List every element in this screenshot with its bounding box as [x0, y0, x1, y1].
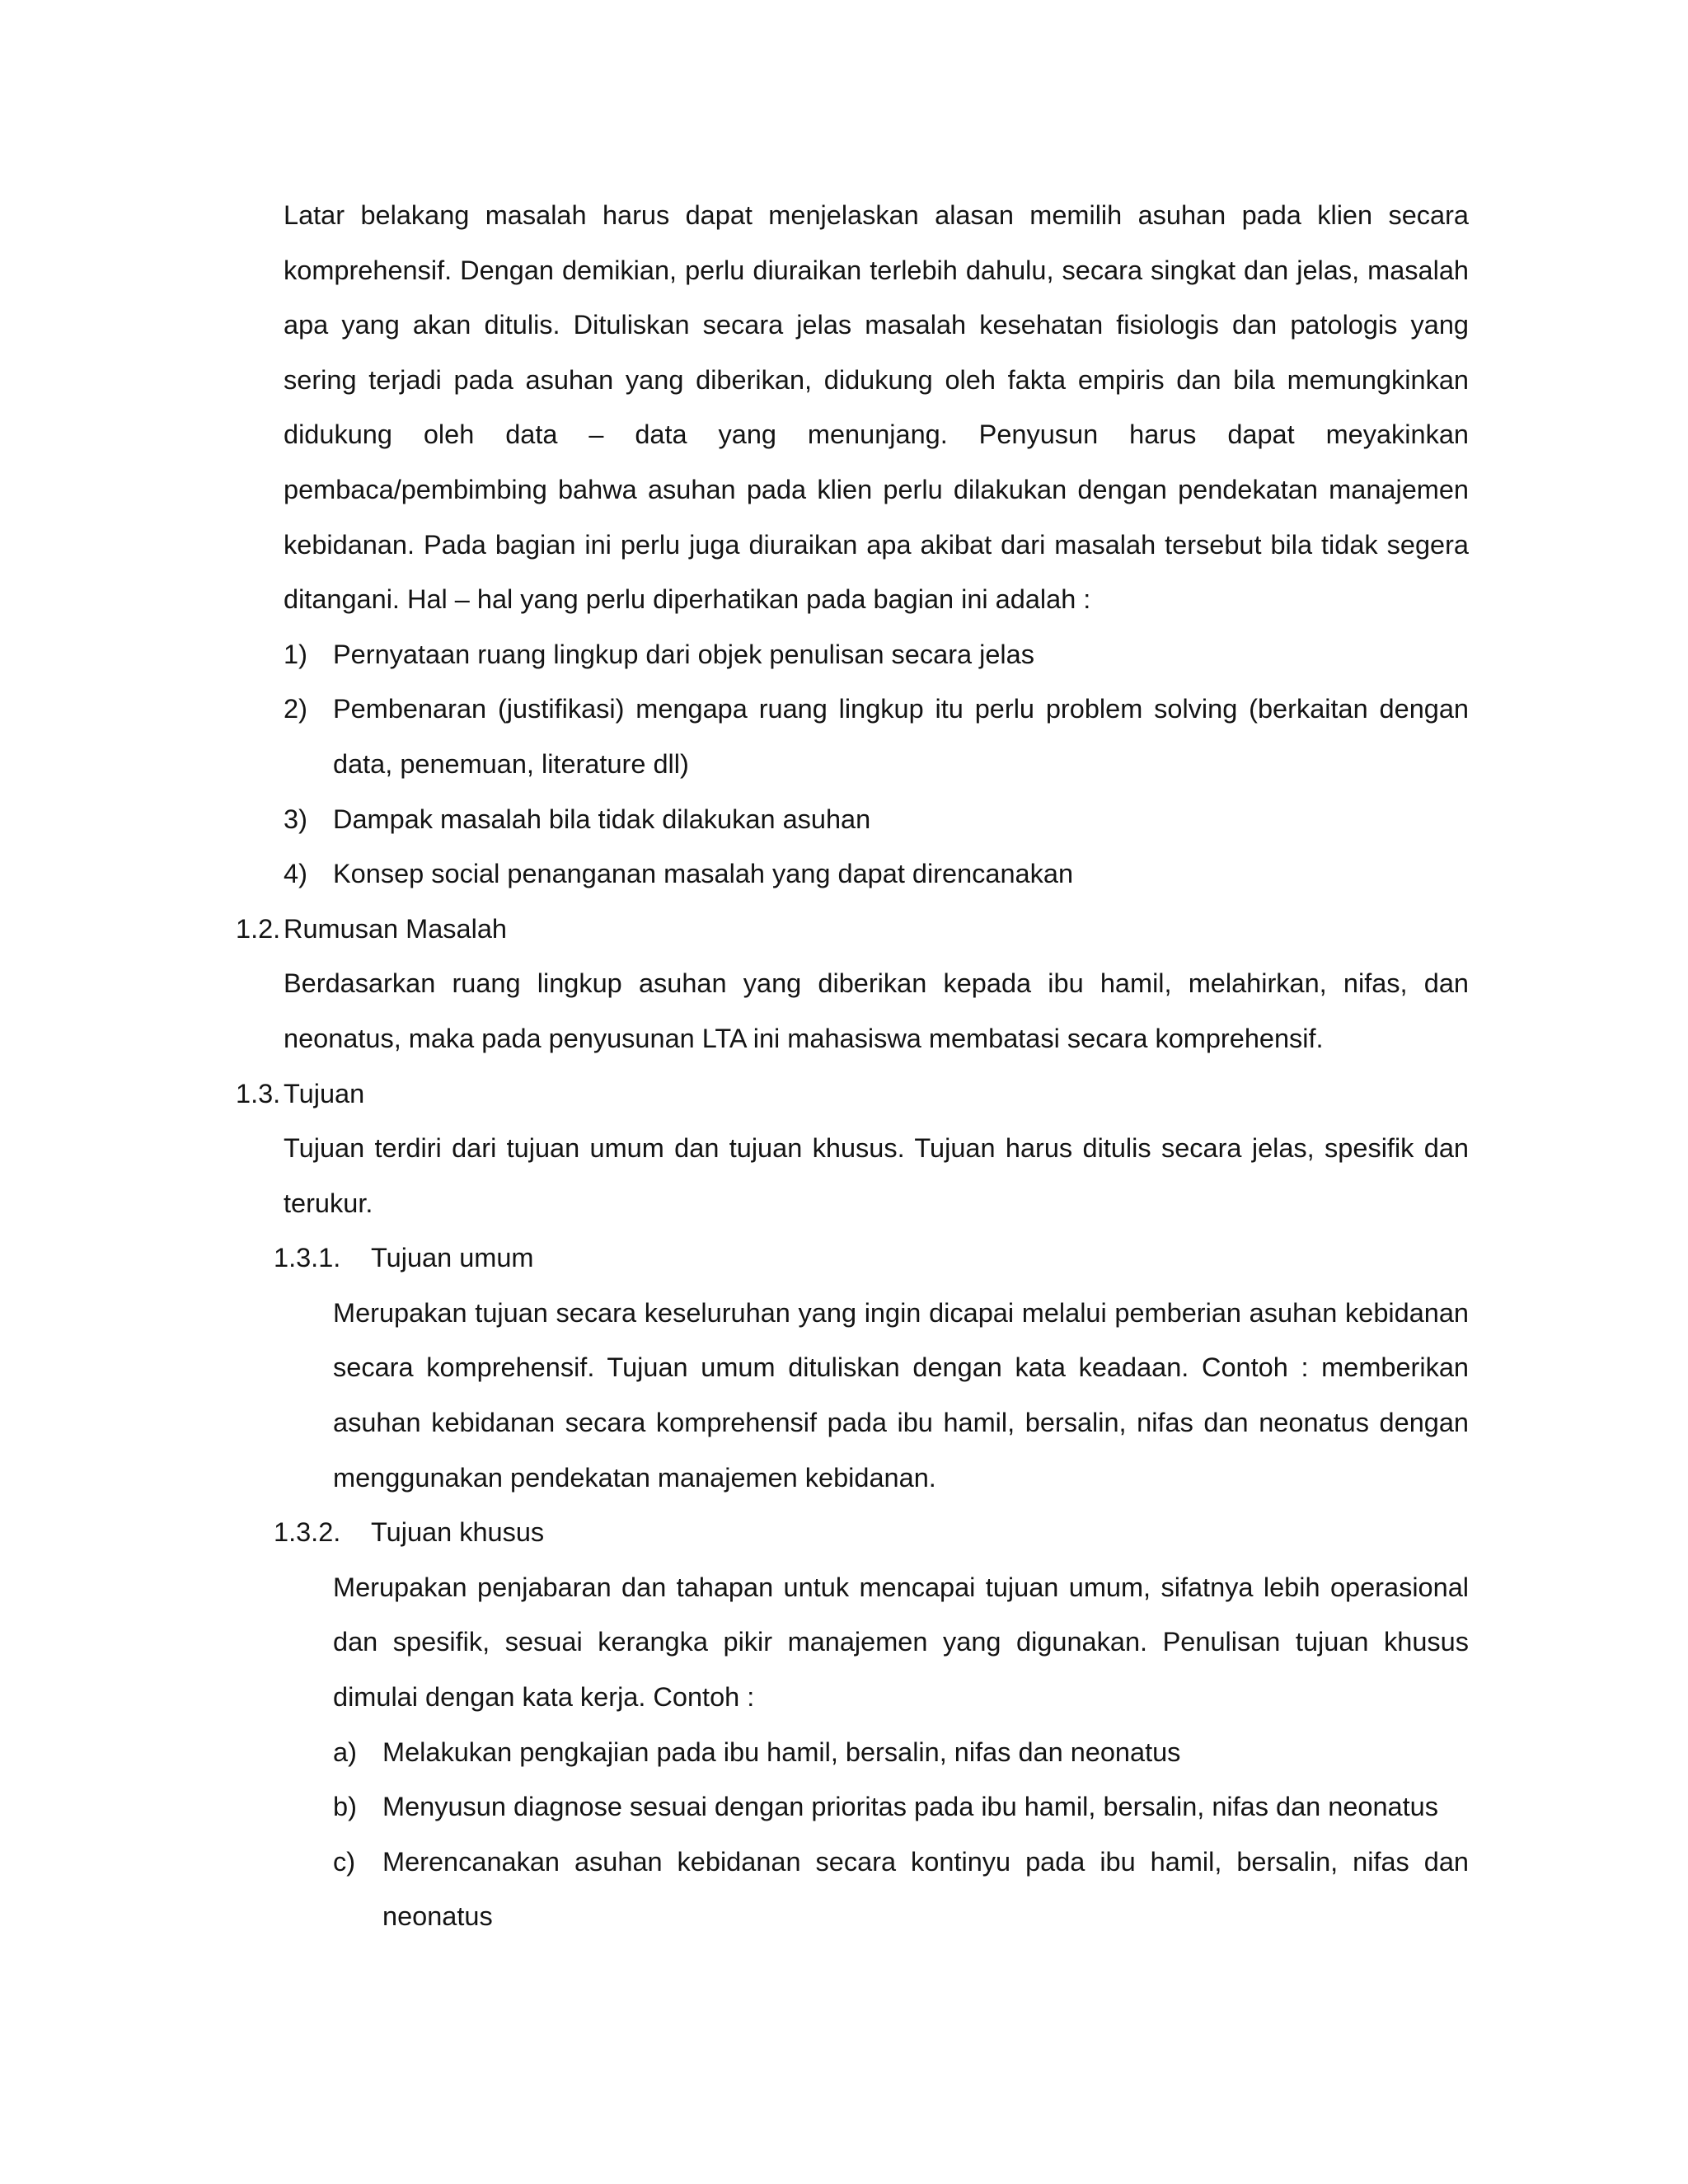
list-letter: a) — [333, 1736, 357, 1767]
list-text: Dampak masalah bila tidak dilakukan asuhan — [333, 804, 871, 834]
list-letter: b) — [333, 1792, 357, 1822]
page-content — [236, 188, 1469, 1944]
section-number: 1.2. — [236, 913, 281, 944]
intro-paragraph: Latar belakang masalah harus dapat menjelaskan alasan memilih asuhan pada klien secara komprehensif. Dengan demikian, perlu diuraikan terlebih dahulu, secara singkat dan jelas, masalah apa yang akan ditulis. Dituliskan secara jelas masalah kesehatan fisiologis dan patologis yang sering terjadi pada asuhan yang diberikan, didukung oleh fakta empiris dan bila memungkinkan didukung oleh data – data yang menunjang. Penyusun harus dapat meyakinkan pembaca/pembimbing bahwa asuhan pada klien perlu dilakukan dengan pendekatan manajemen kebidanan. Pada bagian ini perlu juga diuraikan apa akibat dari masalah tersebut bila tidak segera ditangani. Hal – hal yang perlu diperhatikan pada bagian ini adalah : — [284, 200, 1469, 615]
list-letter: c) — [333, 1846, 356, 1877]
subsection-number: 1.3.1. — [274, 1243, 341, 1273]
list-item — [284, 627, 1469, 682]
list-text: Pernyataan ruang lingkup dari objek penulisan secara jelas — [333, 639, 1034, 669]
subsection-title: Tujuan khusus — [371, 1517, 545, 1548]
subsection-heading-tujuan-umum — [274, 1230, 1469, 1286]
list-item — [333, 1835, 1469, 1944]
list-text: Pembenaran (justifikasi) mengapa ruang lingkup itu perlu problem solving (berkaitan dengan data, penemuan, literature dll) — [333, 694, 1469, 779]
subsection-number: 1.3.2. — [274, 1517, 341, 1548]
section-title: Tujuan — [284, 1078, 365, 1108]
list-number: 4) — [284, 859, 307, 889]
list-text: Merencanakan asuhan kebidanan secara kontinyu pada ibu hamil, bersalin, nifas dan neonatus — [382, 1846, 1469, 1932]
section-title: Rumusan Masalah — [284, 913, 507, 944]
subsection-body-tujuan-umum: Merupakan tujuan secara keseluruhan yang ingin dicapai melalui pemberian asuhan kebidanan secara komprehensif. Tujuan umum dituliskan dengan kata keadaan. Contoh : memberikan asuhan kebidanan secara komprehensif pada ibu hamil, bersalin, nifas dan neonatus dengan menggunakan pendekatan manajemen kebidanan. — [333, 1297, 1469, 1493]
list-number: 3) — [284, 804, 307, 834]
list-item — [333, 1779, 1469, 1835]
section-heading-tujuan — [236, 1066, 1469, 1122]
subsection-body-tujuan-khusus: Merupakan penjabaran dan tahapan untuk mencapai tujuan umum, sifatnya lebih operasional dan spesifik, sesuai kerangka pikir manajemen yang digunakan. Penulisan tujuan khusus dimulai dengan kata kerja. Contoh : — [333, 1572, 1469, 1713]
section-body-rumusan-masalah: Berdasarkan ruang lingkup asuhan yang diberikan kepada ibu hamil, melahirkan, nifas, dan neonatus, maka pada penyusunan LTA ini mahasiswa membatasi secara komprehensif. — [284, 968, 1469, 1053]
list-number: 2) — [284, 694, 307, 724]
section-number: 1.3. — [236, 1078, 281, 1108]
list-item — [284, 846, 1469, 902]
list-item — [284, 792, 1469, 847]
list-text: Menyusun diagnose sesuai dengan prioritas pada ibu hamil, bersalin, nifas dan neonatus — [382, 1792, 1438, 1822]
subsection-title: Tujuan umum — [371, 1243, 534, 1273]
subsection-heading-tujuan-khusus — [274, 1505, 1469, 1560]
list-number: 1) — [284, 639, 307, 669]
list-item — [333, 1725, 1469, 1780]
list-item — [284, 682, 1469, 791]
section-heading-rumusan-masalah — [236, 902, 1469, 957]
list-text: Melakukan pengkajian pada ibu hamil, bersalin, nifas dan neonatus — [382, 1736, 1181, 1767]
section-body-tujuan: Tujuan terdiri dari tujuan umum dan tujuan khusus. Tujuan harus ditulis secara jelas, spesifik dan terukur. — [284, 1133, 1469, 1218]
list-text: Konsep social penanganan masalah yang dapat direncanakan — [333, 859, 1074, 889]
